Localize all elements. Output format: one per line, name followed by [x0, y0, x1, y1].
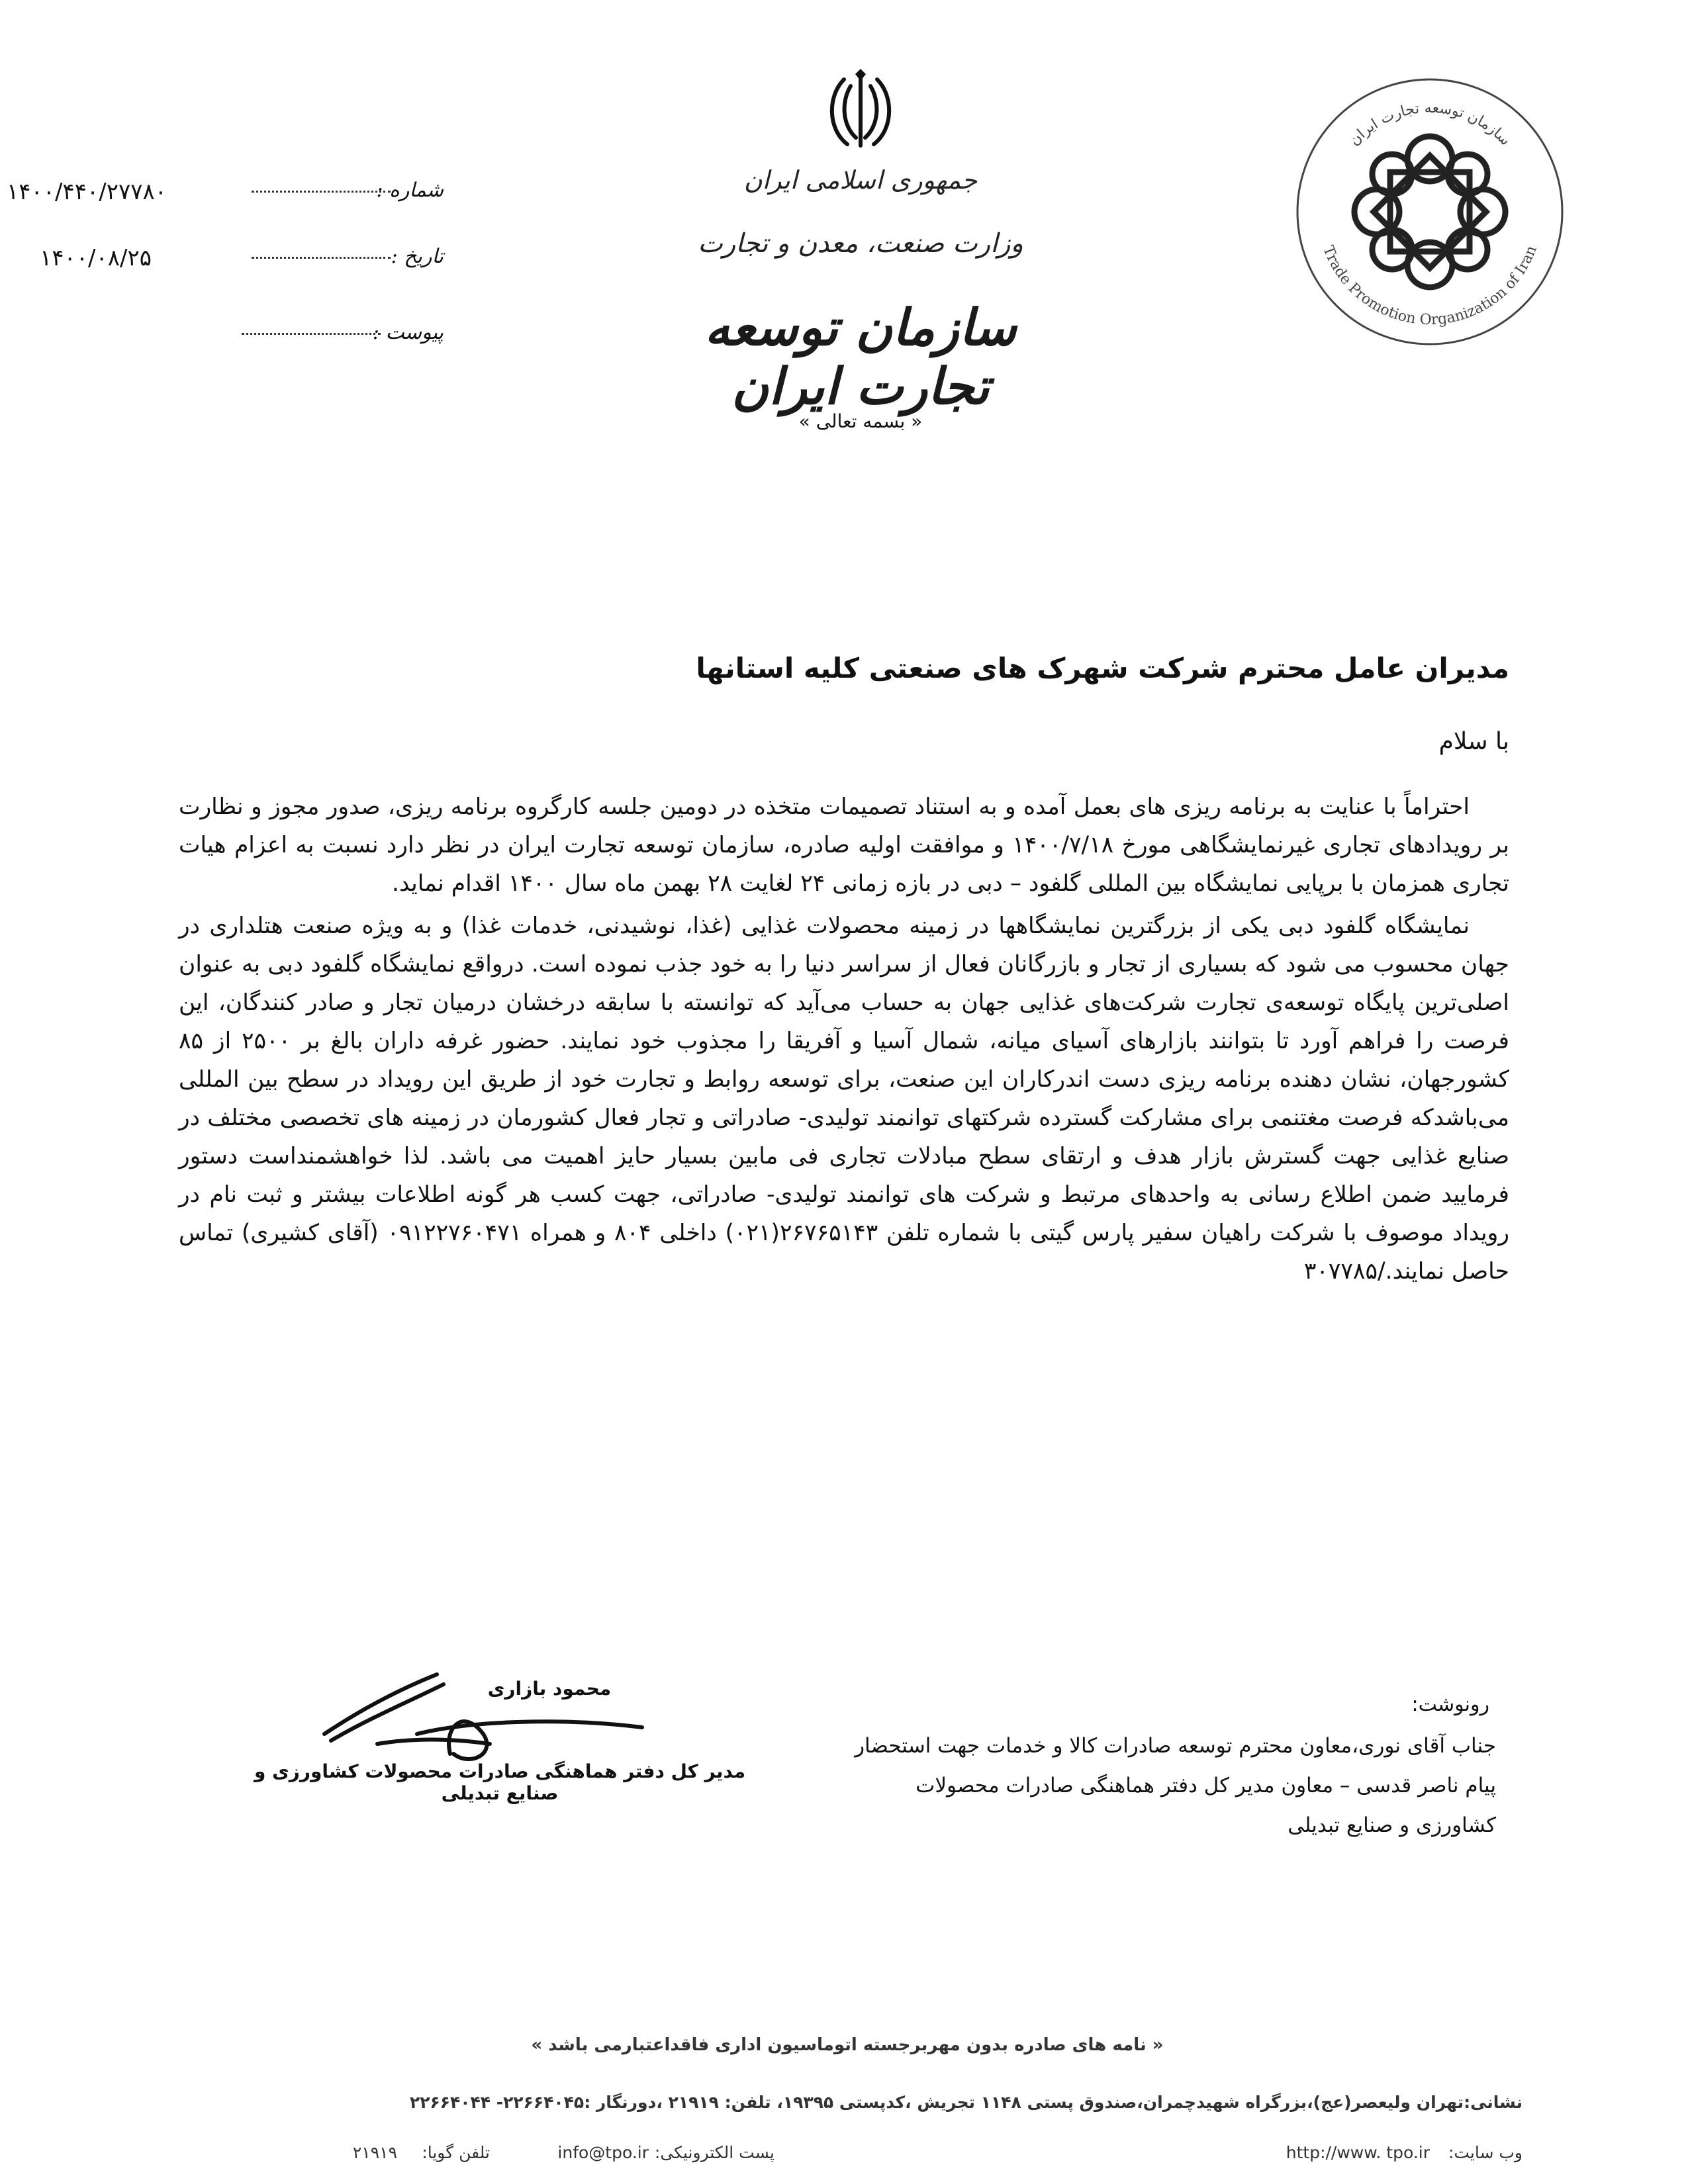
letter-date-field — [40, 245, 444, 285]
footer-address: نشانی:تهران ولیعصر(عج)،بزرگراه شهیدچمران،صندوق پستی ۱۱۴۸ تجریش ،کدپستی ۱۹۳۹۵، تلفن: ۲۱۹۱۹ ،دورنگار :۲۲۶۶۴۰۴۵- ۲۲۶۶۴۰۴۴ — [409, 2093, 1523, 2112]
iran-emblem-icon — [755, 66, 966, 159]
tpo-logo-icon — [1291, 73, 1569, 351]
letter-date-value: ۱۴۰۰/۰۸/۲۵ — [40, 245, 152, 271]
phone-label: تلفن گویا: — [422, 2143, 490, 2162]
cc-title: رونوشت: — [1411, 1693, 1489, 1716]
body-paragraph-1: احتراماً با عنایت به برنامه ریزی های بعمل آمده و به استناد تصمیمات متخذه در دومین جلسه کارگروه برنامه ریزی، صدور مجوز و نظارت بر رویدادهای تجاری غیرنمایشگاهی مورخ ۱۴۰۰/۷/۱۸ و موافقت اولیه صادره، سازمان توسعه تجارت ایران در نظر دارد نسبت به اعزام هیات تجاری همزمان با برپایی نمایشگاه بین المللی گلفود – دبی در بازه زمانی ۲۴ لغایت ۲۸ بهمن ماه سال ۱۴۰۰ اقدام نماید. — [179, 794, 1509, 897]
letter-number-value: ۱۴۰۰/۴۴۰/۲۷۷۸۰ — [7, 179, 167, 205]
emblem-container — [755, 66, 966, 159]
organization-title: سازمان توسعه تجارت ایران — [704, 298, 1017, 416]
attachment-field — [165, 321, 444, 361]
dotted-line — [242, 333, 381, 335]
letter-number-label: شماره : — [376, 179, 444, 202]
body-paragraph-2: نمایشگاه گلفود دبی یکی از بزرگترین نمایشگاهها در زمینه محصولات غذایی (غذا، نوشیدنی، خدمات غذا) و به ویژه صنعت هتلداری در جهان محسوب می شود که بسیاری از تجار و بازرگانان فعال از سراسر دنیا را به خود جذب نموده است. درواقع نمایشگاه گلفود دبی به عنوان اصلی‌ترین پایگاه توسعه‌ی تجارت شرکت‌های غذایی جهان به حساب می‌آید که توانسته با سابقه درخشان درمیان تجار و صادر کنندگان، این فرصت را فراهم آورد تا بتوانند بازارهای آسیای میانه، شمال آسیا و آفریقا را مجذوب خود نمایند. حضور غرفه داران بالغ بر ۲۵۰۰ از ۸۵ کشورجهان، نشان دهنده برنامه ریزی دست اندرکاران این صنعت، برای توسعه روابط و تجارت خود از طریق این رویداد در سطح بین المللی می‌باشدکه فرصت مغتنمی برای مشارکت گسترده شرکتهای توانمند تولیدی- صادراتی و تجار فعال کشورمان در زمینه های تخصصی مختلف در صنایع غذایی جهت گسترش بازار هدف و ارتقای سطح مبادلات تجاری فی مابین بسیار حایز اهمیت می باشد. لذا خواهشمنداست دستور فرمایید ضمن اطلاع رسانی به واحدهای مرتبط و شرکت های توانمند تولیدی- صادراتی، جهت کسب هر گونه اطلاعات بیشتر و ثبت نام در رویداد موصوف با شرکت راهیان سفیر پارس گیتی با شماره تلفن ۲۶۷۶۵۱۴۳(۰۲۱) داخلی ۸۰۴ و همراه ۰۹۱۲۲۷۶۰۴۷۱ (آقای کشیری) تماس حاصل نمایند./۳۰۷۷۸۵ — [179, 913, 1509, 1285]
attachment-label: پیوست : — [372, 321, 444, 344]
email-label: پست الکترونیکی: — [654, 2143, 774, 2162]
dotted-line — [252, 191, 391, 193]
website-link[interactable]: http://www. tpo.ir — [1286, 2143, 1430, 2162]
ministry-name: وزارت صنعت، معدن و تجارت — [698, 228, 1023, 259]
footer-contacts — [165, 2143, 1523, 2169]
recipient-line: مدیران عامل محترم شرکت شهرک های صنعتی کلیه استانها — [696, 652, 1509, 684]
signatory-name: محمود بازاری — [487, 1678, 612, 1700]
tpo-logo-fa-text: سازمان توسعه تجارت ایران — [1346, 99, 1514, 150]
cc-item: پیام ناصر قدسی – معاون مدیر کل دفتر هماهنگی صادرات محصولات کشاورزی و صنایع تبدیلی — [915, 1774, 1496, 1837]
email-link[interactable]: info@tpo.ir — [557, 2143, 649, 2162]
website-label: وب سایت: — [1448, 2143, 1523, 2162]
salutation: با سلام — [1438, 728, 1509, 755]
tpo-logo-en-text: Trade Promotion Organization of Iran — [1319, 243, 1540, 329]
phone-number: ۲۱۹۱۹ — [352, 2143, 397, 2162]
letter-body — [179, 788, 1509, 1291]
cc-item: جناب آقای نوری،معاون محترم توسعه صادرات کالا و خدمات جهت استحضار — [855, 1734, 1496, 1758]
letter-date-label: تاریخ : — [391, 245, 444, 268]
letter-number-field — [7, 179, 444, 218]
bismillah-heading: « بسمه تعالی » — [798, 410, 923, 432]
government-name: جمهوری اسلامی ایران — [743, 165, 978, 195]
signatory-title: مدیر کل دفتر هماهنگی صادرات محصولات کشاورزی و صنایع تبدیلی — [254, 1760, 746, 1804]
footer-validity-note: « نامه های صادره بدون مهربرجسته اتوماسیون اداری فاقداعتبارمی باشد » — [531, 2035, 1164, 2055]
cc-list — [834, 1726, 1496, 1845]
